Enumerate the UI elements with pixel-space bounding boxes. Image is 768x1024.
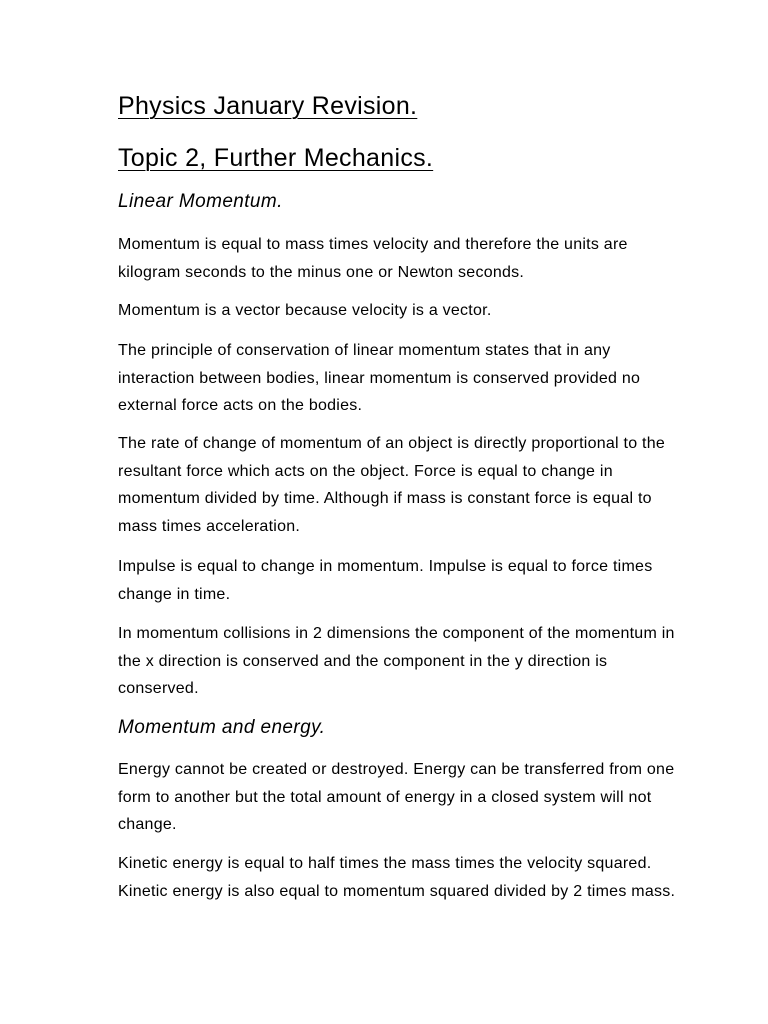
paragraph-conservation-principle: The principle of conservation of linear momentum states that in any interaction between bodies, linear momentum is conserved provided no external force acts on the bodies. bbox=[118, 342, 641, 414]
paragraph-kinetic-energy: Kinetic energy is equal to half times the mass times the velocity squared. Kinetic energy is also equal to momentum squared divided by 2 times mass. bbox=[118, 855, 676, 900]
paragraph-impulse: Impulse is equal to change in momentum. Impulse is equal to force times change in time. bbox=[118, 558, 653, 603]
paragraph-rate-of-change: The rate of change of momentum of an object is directly proportional to the resultant force which acts on the object. Force is equal to change in momentum divided by time. Although if mass is constant force is equal to mass times acceleration. bbox=[118, 435, 666, 535]
topic-heading: Topic 2, Further Mechanics. bbox=[118, 144, 434, 172]
document-title: Physics January Revision. bbox=[118, 92, 418, 120]
paragraph-two-dimensional-collisions: In momentum collisions in 2 dimensions the component of the momentum in the x direction is conserved and the component in the y direction is conserved. bbox=[118, 625, 675, 697]
paragraph-momentum-vector: Momentum is a vector because velocity is a vector. bbox=[118, 302, 492, 319]
paragraph-energy-conservation: Energy cannot be created or destroyed. Energy can be transferred from one form to another but the total amount of energy in a closed system will not change. bbox=[118, 761, 675, 833]
section-heading-linear-momentum: Linear Momentum. bbox=[118, 191, 283, 212]
paragraph-momentum-definition: Momentum is equal to mass times velocity and therefore the units are kilogram seconds to the minus one or Newton seconds. bbox=[118, 236, 628, 281]
section-heading-momentum-energy: Momentum and energy. bbox=[118, 717, 326, 738]
